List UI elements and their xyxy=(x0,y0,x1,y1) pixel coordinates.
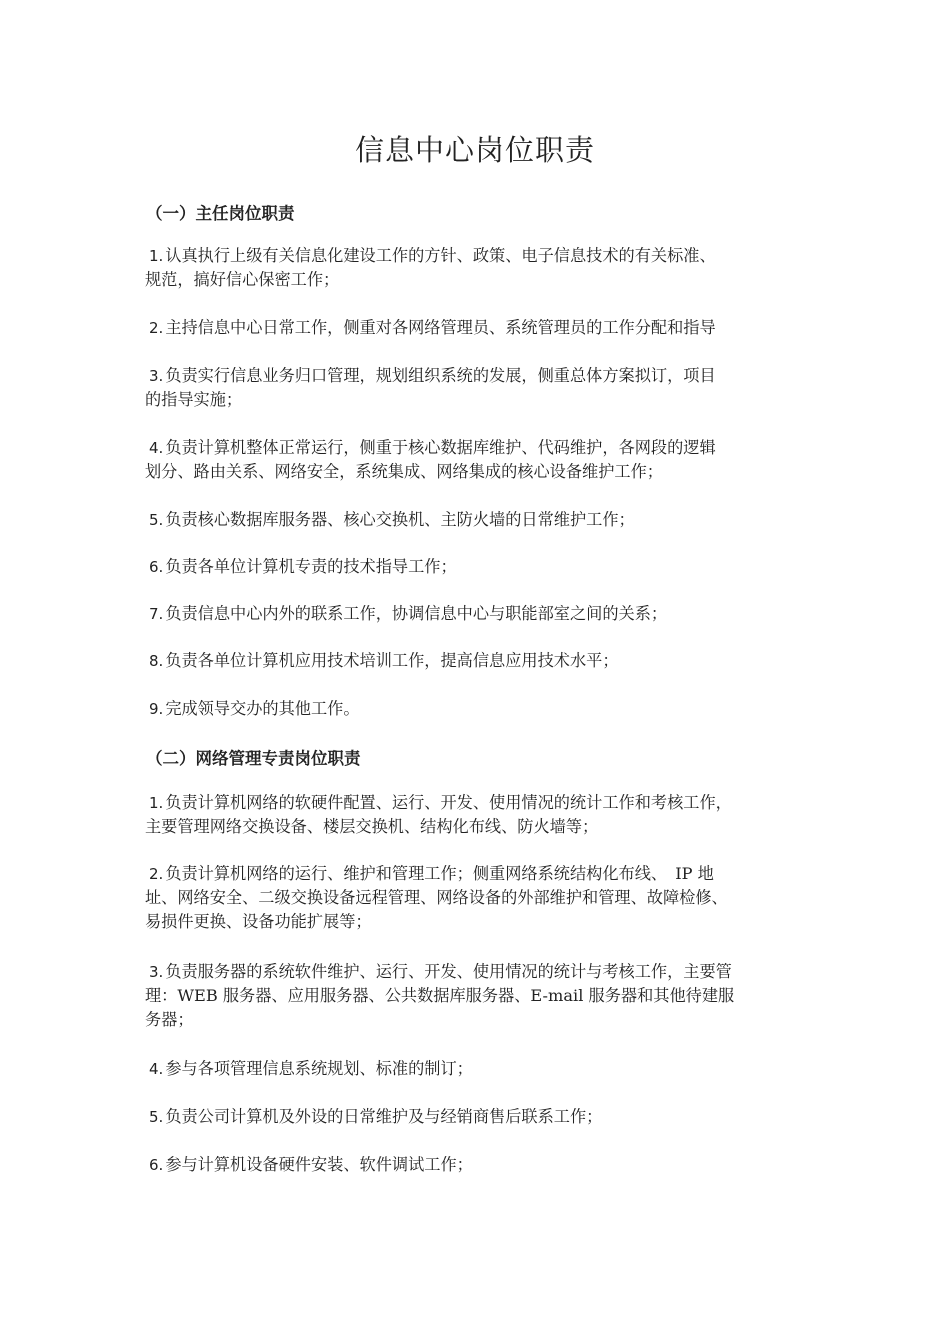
item-number: 3. xyxy=(149,367,164,385)
item-text: 的指导实施； xyxy=(145,390,243,409)
section-heading-director: （一）主任岗位职责 xyxy=(146,204,295,223)
item-number: 4. xyxy=(149,1060,164,1078)
list-item xyxy=(145,364,810,412)
item-text: 主持信息中心日常工作，侧重对各网络管理员、系统管理员的工作分配和指导 xyxy=(165,318,716,337)
list-item xyxy=(145,436,810,484)
page-title: 信息中心岗位职责 xyxy=(354,133,595,167)
list-item xyxy=(145,791,810,839)
item-text: 理：WEB 服务器、应用服务器、公共数据库服务器、E-mail 服务器和其他待建服 xyxy=(145,986,735,1005)
item-number: 8. xyxy=(149,652,164,670)
item-text: 负责公司计算机及外设的日常维护及与经销商售后联系工作； xyxy=(165,1107,603,1126)
list-item xyxy=(145,316,810,340)
item-number: 7. xyxy=(149,605,164,623)
list-item xyxy=(145,697,810,721)
item-number: 2. xyxy=(149,865,164,883)
item-number: 1. xyxy=(149,247,164,265)
item-number: 5. xyxy=(149,511,164,529)
item-text: 认真执行上级有关信息化建设工作的方针、政策、电子信息技术的有关标准、 xyxy=(165,246,716,265)
section-heading-network-admin: （二）网络管理专责岗位职责 xyxy=(146,749,361,768)
list-item xyxy=(145,1153,810,1177)
item-text: 负责计算机网络的运行、维护和管理工作；侧重网络系统结构化布线、 IP 地 xyxy=(165,864,714,883)
list-item xyxy=(145,649,810,673)
list-item xyxy=(145,602,810,626)
item-text: 负责实行信息业务归口管理，规划组织系统的发展，侧重总体方案拟订，项目 xyxy=(165,366,716,385)
item-text: 负责服务器的系统软件维护、运行、开发、使用情况的统计与考核工作，主要管 xyxy=(165,962,732,981)
item-number: 6. xyxy=(149,558,164,576)
item-text: 址、网络安全、二级交换设备远程管理、网络设备的外部维护和管理、故障检修、 xyxy=(145,888,728,907)
list-item xyxy=(145,862,810,934)
item-text: 负责核心数据库服务器、核心交换机、主防火墙的日常维护工作； xyxy=(165,510,635,529)
item-number: 4. xyxy=(149,439,164,457)
item-text: 负责计算机网络的软硬件配置、运行、开发、使用情况的统计工作和考核工作， xyxy=(165,793,732,812)
list-item xyxy=(145,1057,810,1081)
item-number: 1. xyxy=(149,794,164,812)
item-text: 划分、路由关系、网络安全，系统集成、网络集成的核心设备维护工作； xyxy=(145,462,663,481)
list-item xyxy=(145,508,810,532)
list-item xyxy=(145,555,810,579)
item-number: 2. xyxy=(149,319,164,337)
item-text: 负责计算机整体正常运行，侧重于核心数据库维护、代码维护，各网段的逻辑 xyxy=(165,438,716,457)
item-text: 完成领导交办的其他工作。 xyxy=(165,699,360,718)
item-text: 参与各项管理信息系统规划、标准的制订； xyxy=(165,1059,473,1078)
item-text: 务器； xyxy=(145,1010,194,1029)
item-text: 负责各单位计算机专责的技术指导工作； xyxy=(165,557,457,576)
list-item xyxy=(145,960,810,1032)
item-text: 参与计算机设备硬件安装、软件调试工作； xyxy=(165,1155,473,1174)
item-number: 6. xyxy=(149,1156,164,1174)
item-number: 5. xyxy=(149,1108,164,1126)
list-item xyxy=(145,244,810,292)
item-text: 负责各单位计算机应用技术培训工作，提高信息应用技术水平； xyxy=(165,651,619,670)
item-number: 9. xyxy=(149,700,164,718)
list-item xyxy=(145,1105,810,1129)
item-text: 主要管理网络交换设备、楼层交换机、结构化布线、防火墙等； xyxy=(145,817,599,836)
item-text: 规范，搞好信心保密工作； xyxy=(145,270,340,289)
item-text: 易损件更换、设备功能扩展等； xyxy=(145,912,372,931)
item-text: 负责信息中心内外的联系工作，协调信息中心与职能部室之间的关系； xyxy=(165,604,668,623)
item-number: 3. xyxy=(149,963,164,981)
